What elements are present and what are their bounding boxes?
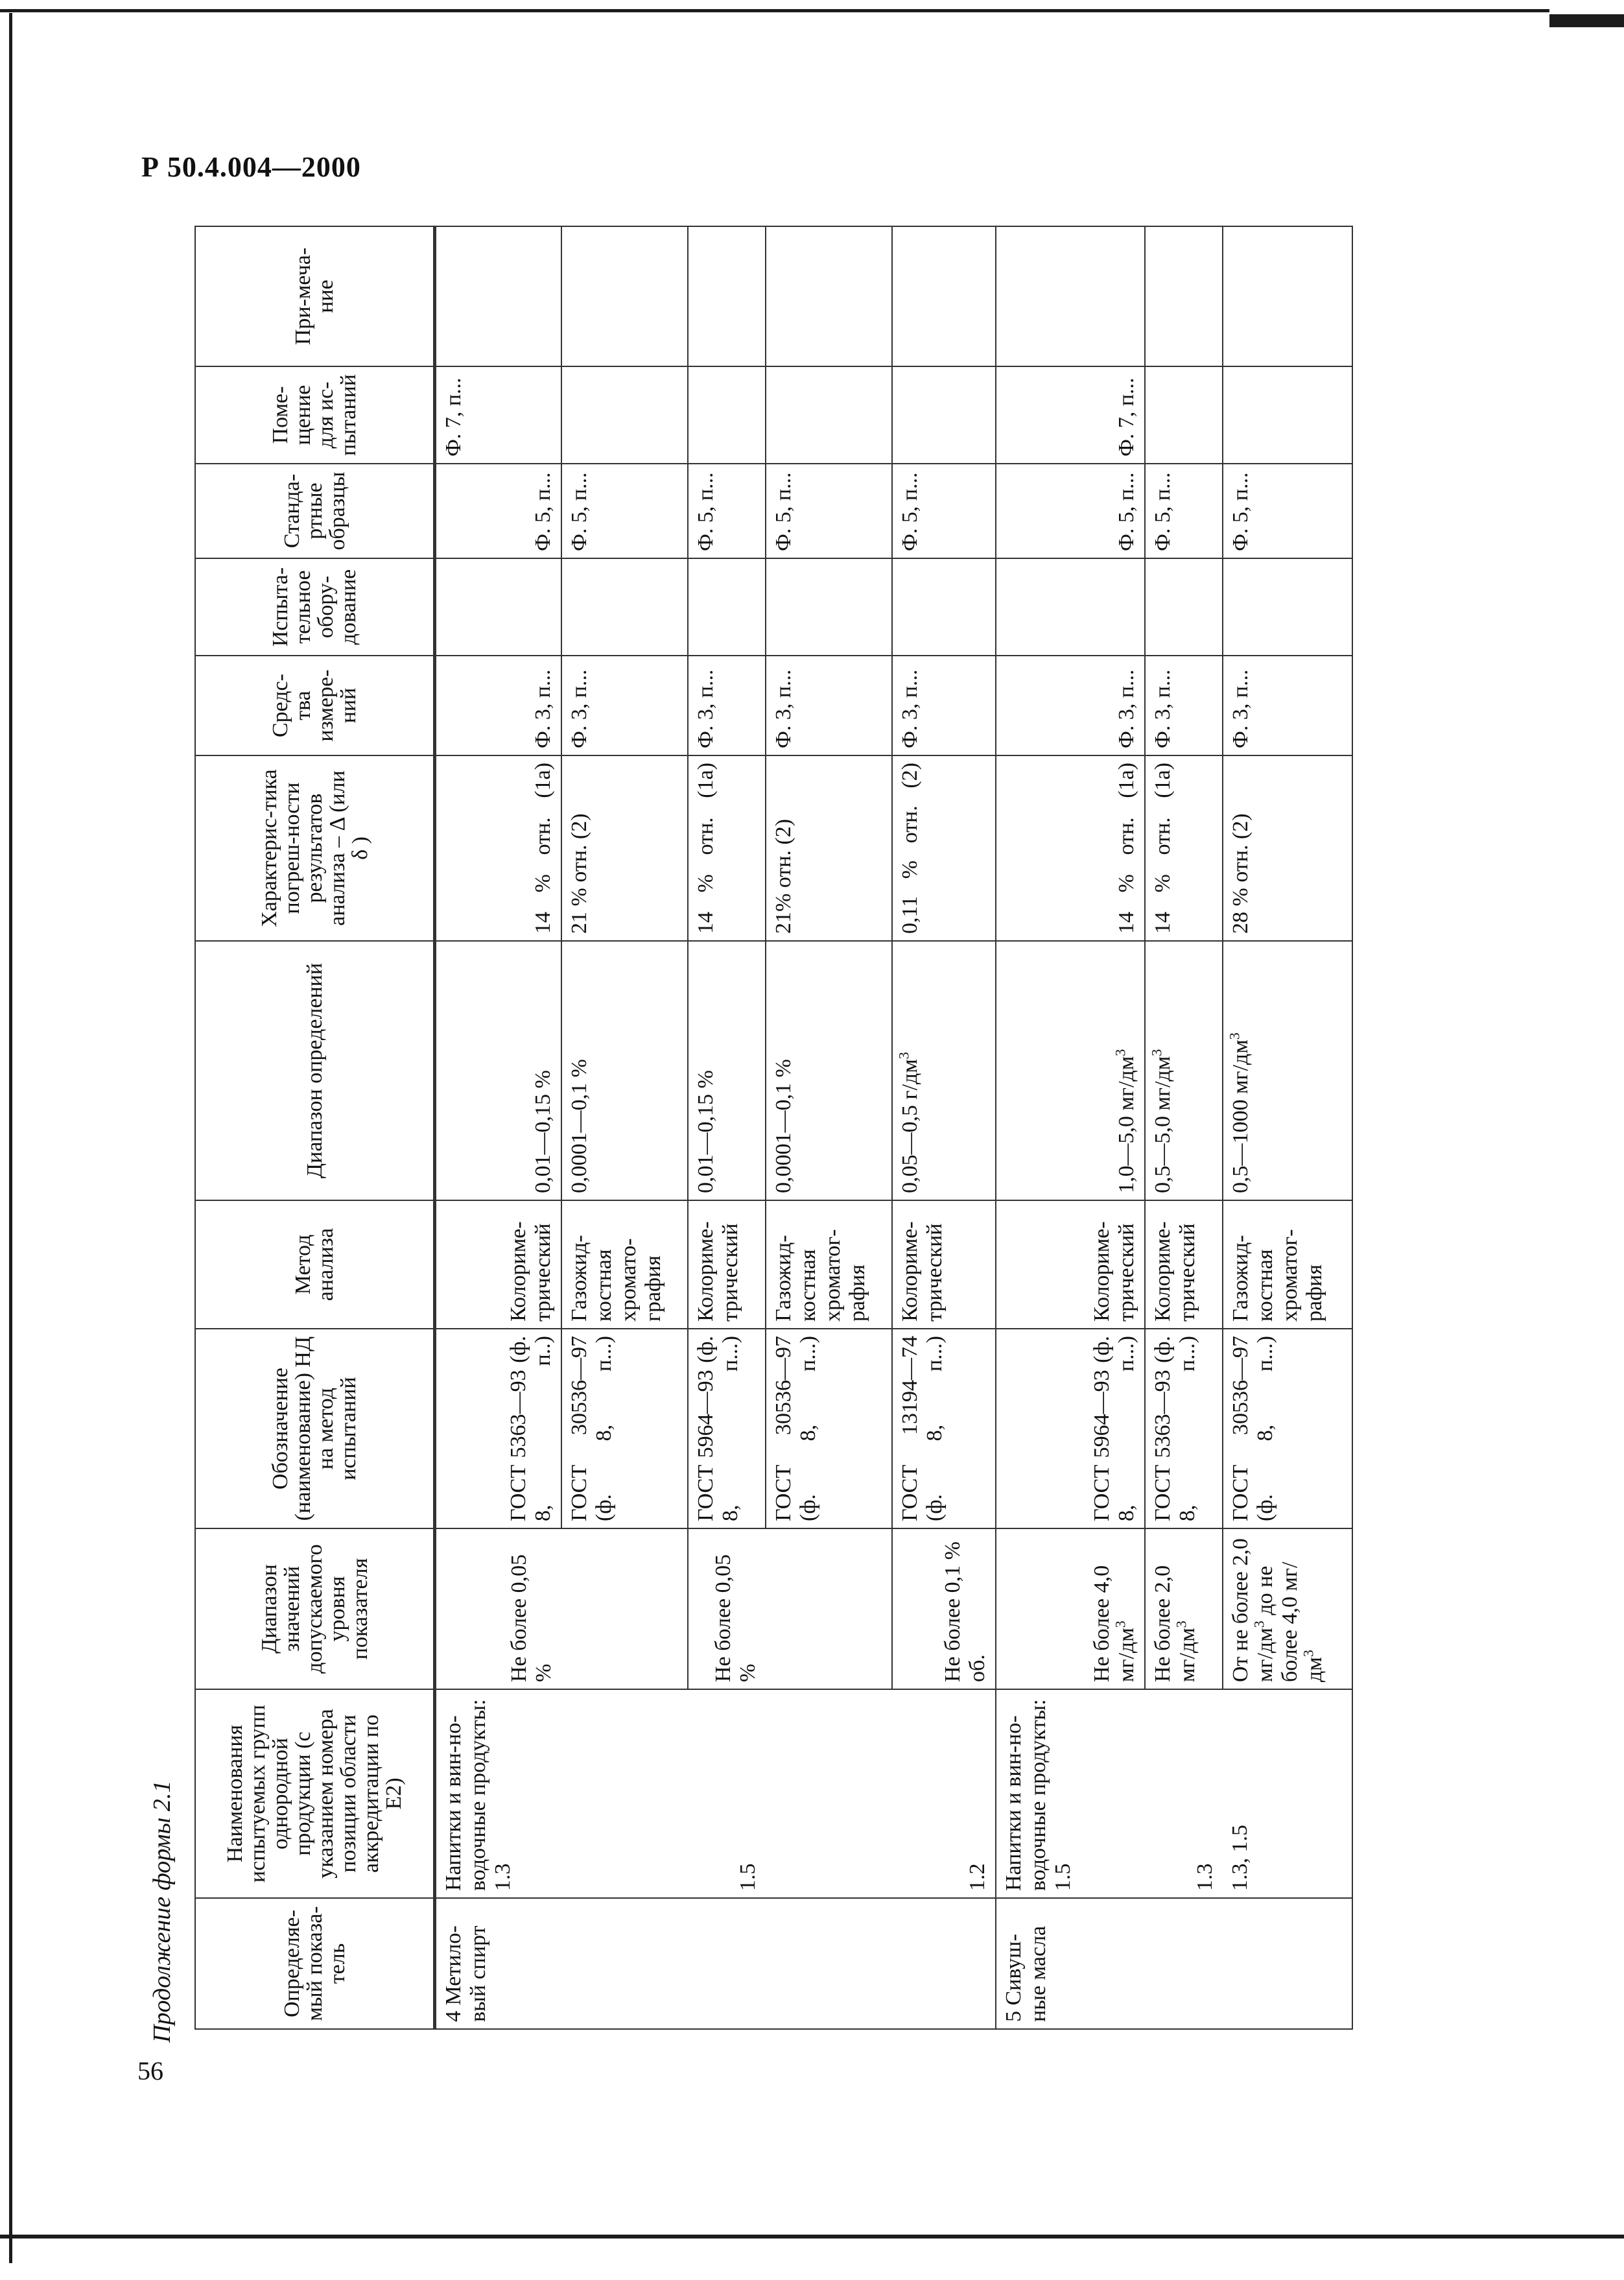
cell-standard: Ф. 5, п... [561,464,688,558]
cell-method: Колориме-трический [688,1200,766,1329]
cell-error: 14 % отн. (1а) [435,755,561,941]
cell-nd: ГОСТ 5363—93 (ф. 8, п...) [1145,1329,1223,1528]
cell-method: Газожид-костная хромато-графия [561,1200,688,1329]
cell-range: 0,5—1000 $мг/дм^3$ [1223,941,1352,1200]
cell-method: Газожид-костная хроматог-рафия [1223,1200,1352,1329]
cell-product-group [561,1689,688,1898]
cell-room: Ф. 7, п... [435,366,561,464]
cell-method: Газожид-костная хроматог-рафия [766,1200,892,1329]
cell-equipment [435,558,561,656]
header-cell: Диапазон значений допускаемого уровня показателя [195,1528,435,1689]
cell-limit: Не более 2,0 $мг/дм^3$ [1145,1528,1223,1689]
cell-error: 21 % отн. (2) [561,755,688,941]
cell-range: 1,0—5,0 $мг/дм^3$ [996,941,1145,1200]
cell-method: Колориме-трический [996,1200,1145,1329]
table-row [688,226,766,2029]
cell-indicator [688,1898,766,2029]
left-border-line [9,13,12,2263]
cell-means: Ф. 3, п... [1145,656,1223,755]
cell-indicator [766,1898,892,2029]
cell-product-group [766,1689,892,1898]
cell-room [766,366,892,464]
top-border-mark [1549,14,1624,27]
cell-error: 28 % отн. (2) [1223,755,1352,941]
cell-limit: От не более 2,0 $мг/дм^3$ до не более 4,0 $мг/дм^3$ [1223,1528,1352,1689]
cell-standard: Ф. 5, п... [1145,464,1223,558]
cell-range: 0,0001—0,1 % [561,941,688,1200]
cell-room [1145,366,1223,464]
cell-note [766,226,892,366]
document-code: Р 50.4.004—2000 [141,151,361,183]
cell-indicator [1145,1898,1223,2029]
cell-indicator [892,1898,996,2029]
cell-room [892,366,996,464]
table-row [561,226,688,2029]
cell-error: 14 % отн. (1а) [688,755,766,941]
cell-error: 14 % отн. (1а) [996,755,1145,941]
header-cell: Средс-тва измере-ний [195,656,435,755]
cell-error: 21% отн. (2) [766,755,892,941]
range-text: 0,05—0,5 $г/дм^3$ [895,1052,922,1193]
cell-indicator: 5 Сивуш-ные масла [996,1898,1145,2029]
cell-means: Ф. 3, п... [1223,656,1352,755]
cell-product-group: Напитки и вин-но-водочные продукты: 1.3 [435,1689,561,1898]
cell-limit [766,1528,892,1689]
cell-error: 0,11 % отн. (2) [892,755,996,941]
cell-range [892,941,996,1200]
cell-range: 0,01—0,15 % [688,941,766,1200]
cell-range: 0,5—5,0 $мг/дм^3$ [1145,941,1223,1200]
table-caption: Продолжение формы 2.1 [148,1780,176,2043]
header-cell: Определяе-мый показа-тель [195,1898,435,2029]
cell-note [996,226,1145,366]
cell-note [892,226,996,366]
top-border-line [0,9,1549,12]
cell-limit: Не более 0,1 % об. [892,1528,996,1689]
accreditation-table [194,226,1353,2030]
cell-product-group: Напитки и вин-но-водочные продукты: 1.5 [996,1689,1145,1898]
cell-standard: Ф. 5, п... [435,464,561,558]
cell-note [1145,226,1223,366]
cell-range: 0,0001—0,1 % [766,941,892,1200]
cell-standard: Ф. 5, п... [766,464,892,558]
cell-nd: ГОСТ 30536—97 (ф. 8, п...) [561,1329,688,1528]
cell-method: Колориме-трический [892,1200,996,1329]
cell-note [688,226,766,366]
cell-indicator: 4 Метило-вый спирт [435,1898,561,2029]
cell-equipment [688,558,766,656]
page-number: 56 [137,2056,163,2085]
cell-room [688,366,766,464]
header-cell: Поме-щение для ис-пытаний [195,366,435,464]
cell-room [1223,366,1352,464]
table-row [892,226,996,2029]
cell-equipment [892,558,996,656]
cell-standard: Ф. 5, п... [996,464,1145,558]
cell-note [561,226,688,366]
header-cell: При-меча-ние [195,226,435,366]
cell-equipment [766,558,892,656]
table-row [435,226,561,2029]
cell-room: Ф. 7, п... [996,366,1145,464]
cell-nd: ГОСТ 5363—93 (ф. 8, п..) [435,1329,561,1528]
table-row [1223,226,1352,2029]
header-cell: Наименования испытуемых групп однородной продукции (с указанием номера позиции области аккредитации по Е2) [195,1689,435,1898]
cell-nd: ГОСТ 30536—97 (ф. 8, п...) [1223,1329,1352,1528]
table-row [1145,226,1223,2029]
cell-nd: ГОСТ 30536—97 (ф. 8, п...) [766,1329,892,1528]
cell-means: Ф. 3, п... [766,656,892,755]
table-row [996,226,1145,2029]
cell-means: Ф. 3, п... [892,656,996,755]
header-cell: Характерис-тика погреш-ности результатов анализа – Δ (или δ ) [195,755,435,941]
cell-note [435,226,561,366]
rotated-table-area [194,227,1374,2030]
cell-room [561,366,688,464]
table-header-row [195,226,435,2029]
cell-method: Колориме-трический [1145,1200,1223,1329]
header-cell: Метод анализа [195,1200,435,1329]
cell-product-group: 1.3, 1.5 [1223,1689,1352,1898]
cell-equipment [1223,558,1352,656]
header-cell: Диапазон определений [195,941,435,1200]
cell-limit [561,1528,688,1689]
cell-indicator [1223,1898,1352,2029]
header-cell: Испыта-тельное обору-дование [195,558,435,656]
cell-nd: ГОСТ 5964—93 (ф. 8, п...) [688,1329,766,1528]
cell-limit: Не более 0,05 % [435,1528,561,1689]
cell-product-group: 1.3 [1145,1689,1223,1898]
cell-equipment [996,558,1145,656]
cell-standard: Ф. 5, п... [1223,464,1352,558]
cell-indicator [561,1898,688,2029]
cell-method: Колориме-трический [435,1200,561,1329]
cell-standard: Ф. 5, п... [892,464,996,558]
cell-range: 0,01—0,15 % [435,941,561,1200]
cell-means: Ф. 3, п... [435,656,561,755]
cell-nd: ГОСТ 5964—93 (ф. 8, п...) [996,1329,1145,1528]
cell-standard: Ф. 5, п... [688,464,766,558]
bottom-border-line [0,2235,1624,2238]
cell-equipment [1145,558,1223,656]
cell-means: Ф. 3, п... [996,656,1145,755]
cell-product-group: 1.5 [688,1689,766,1898]
table-row [766,226,892,2029]
cell-product-group: 1.2 [892,1689,996,1898]
cell-means: Ф. 3, п... [561,656,688,755]
header-cell: Станда-ртные образцы [195,464,435,558]
cell-nd: ГОСТ 13194—74 (ф. 8, п...) [892,1329,996,1528]
cell-error: 14 % отн. (1а) [1145,755,1223,941]
cell-note [1223,226,1352,366]
cell-equipment [561,558,688,656]
cell-limit: Не более 4,0 $мг/дм^3$ [996,1528,1145,1689]
cell-means: Ф. 3, п... [688,656,766,755]
header-cell: Обозначение (наименование) НД на метод испытаний [195,1329,435,1528]
cell-limit: Не более 0,05 % [688,1528,766,1689]
